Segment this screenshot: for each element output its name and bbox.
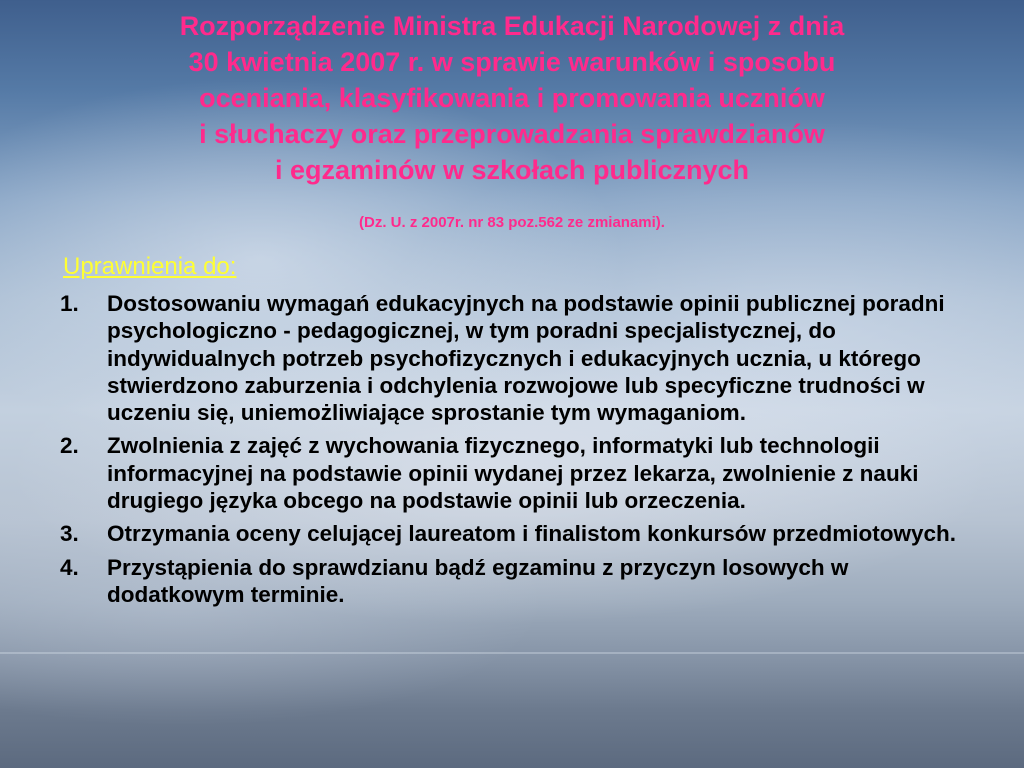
- title-line-1: Rozporządzenie Ministra Edukacji Narodowej z dnia: [179, 11, 845, 41]
- list-item-text: Dostosowaniu wymagań edukacyjnych na podstawie opinii publicznej poradni psychologiczno - pedagogicznej, w tym poradni specjalistycznej, do indywidualnych potrzeb psychofizycznych i edukacyjnych ucznia, u którego stwierdzono zaburzenia i odchylenia rozwojowe lub specyficzne trudności w uczeniu się, uniemożliwiające sprostanie tym wymaganiom.: [107, 291, 945, 426]
- list-item-text: Zwolnienia z zajęć z wychowania fizycznego, informatyki lub technologii informacyjnej na podstawie opinii wydanej przez lekarza, zwolnienie z nauki drugiego języka obcego na podstawie opinii lub orzeczenia.: [107, 433, 919, 514]
- list-item: [60, 520, 960, 547]
- title-line-2: 30 kwietnia 2007 r. w sprawie warunków i sposobu: [188, 47, 836, 77]
- list-item-text: Przystąpienia do sprawdzianu bądź egzaminu z przyczyn losowych w dodatkowym terminie.: [107, 554, 849, 607]
- list-item: [60, 290, 960, 426]
- slide-title: [40, 8, 984, 188]
- section-heading: Uprawnienia do:: [63, 253, 237, 280]
- list-item: [60, 554, 960, 609]
- numbered-list: [60, 290, 960, 614]
- list-item-number: 1.: [60, 291, 79, 316]
- title-line-5: i egzaminów w szkołach publicznych: [274, 155, 750, 185]
- list-item-number: 4.: [60, 554, 79, 580]
- title-line-4: i słuchaczy oraz przeprowadzania sprawdzianów: [199, 119, 825, 149]
- horizon-line: [0, 652, 1024, 654]
- title-line-3: oceniania, klasyfikowania i promowania uczniów: [199, 83, 825, 113]
- list-item-number: 3.: [60, 521, 79, 547]
- list-item: [60, 432, 960, 514]
- list-item-number: 2.: [60, 433, 79, 459]
- slide-subtitle: (Dz. U. z 2007r. nr 83 poz.562 ze zmianami).: [359, 214, 665, 231]
- list-item-text: Otrzymania oceny celującej laureatom i finalistom konkursów przedmiotowych.: [107, 521, 956, 547]
